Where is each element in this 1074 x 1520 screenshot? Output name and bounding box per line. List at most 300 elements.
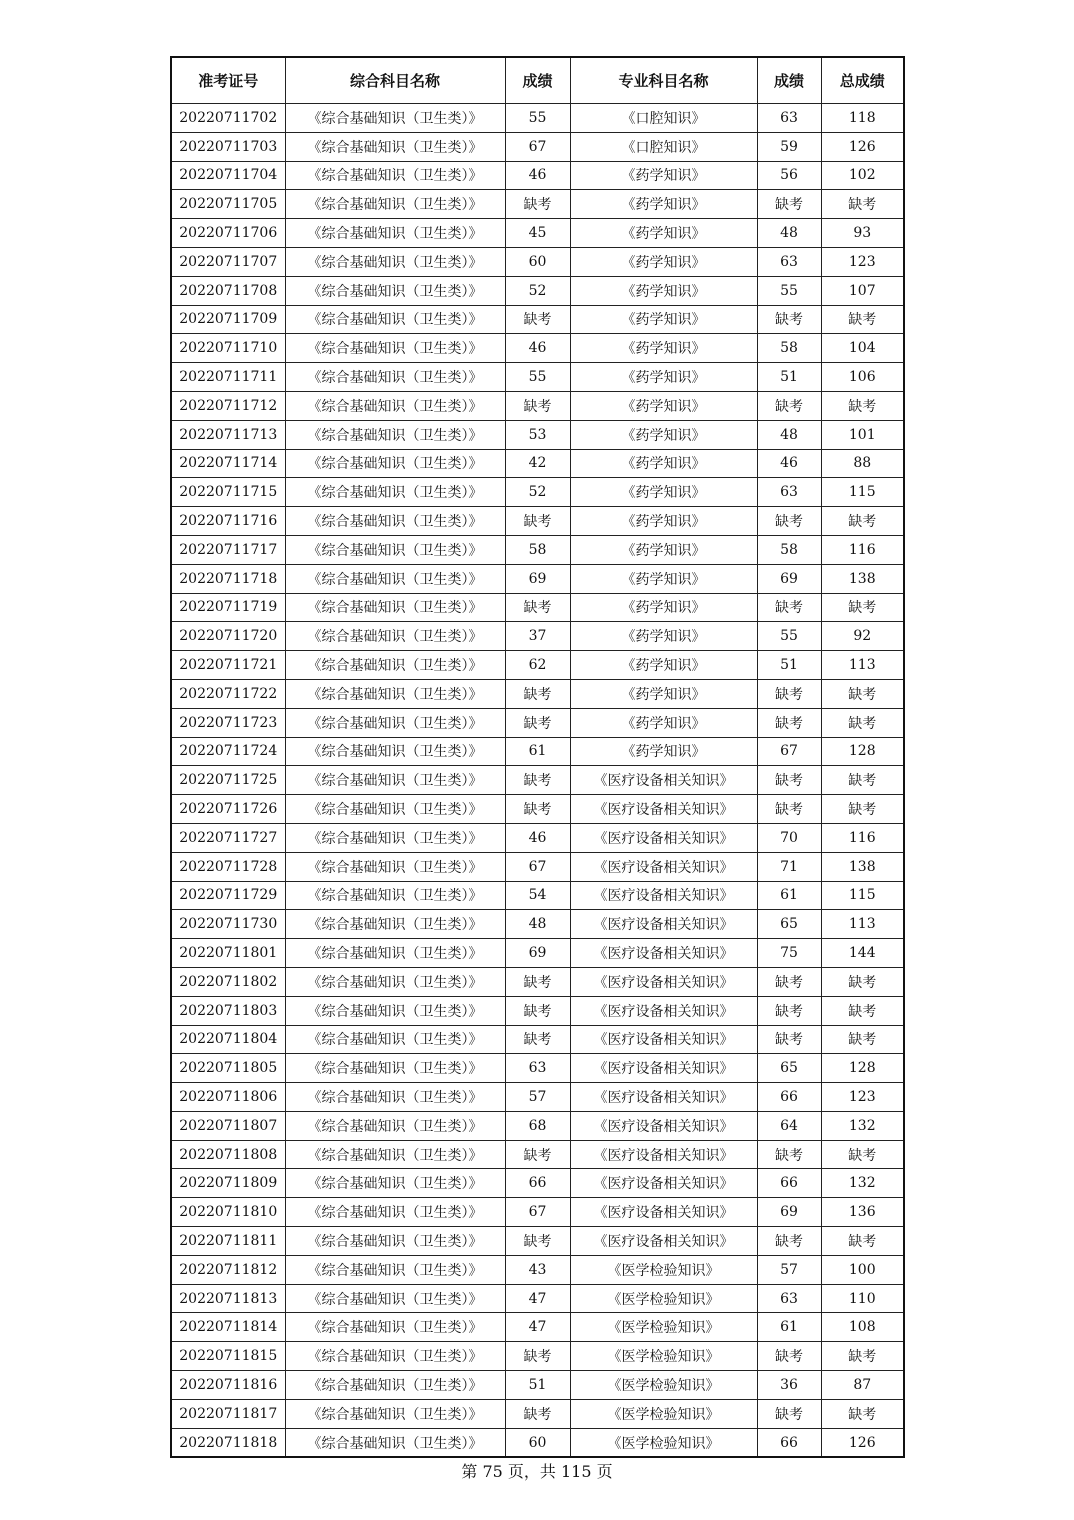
major-subject-cell: 《医疗设备相关知识》 (570, 1140, 757, 1169)
score-table (170, 56, 905, 1458)
major-subject-cell: 《药学知识》 (570, 535, 757, 564)
major-score-cell: 缺考 (757, 593, 821, 622)
general-subject-cell: 《综合基础知识（卫生类）》 (285, 679, 505, 708)
table-row (171, 593, 904, 622)
general-subject-cell: 《综合基础知识（卫生类）》 (285, 219, 505, 248)
general-subject-cell: 《综合基础知识（卫生类）》 (285, 535, 505, 564)
total-score-cell: 87 (821, 1371, 904, 1400)
general-score-cell: 54 (505, 881, 570, 910)
exam-id-cell: 20220711806 (171, 1083, 285, 1112)
general-score-cell: 57 (505, 1083, 570, 1112)
major-score-cell: 56 (757, 161, 821, 190)
major-score-cell: 63 (757, 478, 821, 507)
major-subject-cell: 《药学知识》 (570, 363, 757, 392)
total-score-cell: 92 (821, 622, 904, 651)
exam-id-cell: 20220711704 (171, 161, 285, 190)
major-score-cell: 缺考 (757, 795, 821, 824)
exam-id-cell: 20220711728 (171, 852, 285, 881)
general-subject-cell: 《综合基础知识（卫生类）》 (285, 247, 505, 276)
major-subject-cell: 《药学知识》 (570, 161, 757, 190)
total-score-cell: 缺考 (821, 1025, 904, 1054)
general-score-cell: 缺考 (505, 795, 570, 824)
exam-id-cell: 20220711812 (171, 1255, 285, 1284)
major-subject-cell: 《医学检验知识》 (570, 1284, 757, 1313)
general-score-cell: 缺考 (505, 1227, 570, 1256)
major-score-cell: 70 (757, 823, 821, 852)
table-row (171, 1227, 904, 1256)
major-subject-cell: 《药学知识》 (570, 449, 757, 478)
total-score-cell: 108 (821, 1313, 904, 1342)
total-score-cell: 缺考 (821, 766, 904, 795)
total-score-cell: 缺考 (821, 1342, 904, 1371)
general-score-cell: 51 (505, 1371, 570, 1400)
header-exam-id: 准考证号 (171, 57, 285, 104)
general-score-cell: 缺考 (505, 679, 570, 708)
total-score-cell: 缺考 (821, 507, 904, 536)
general-score-cell: 52 (505, 478, 570, 507)
exam-id-cell: 20220711814 (171, 1313, 285, 1342)
major-subject-cell: 《药学知识》 (570, 334, 757, 363)
exam-id-cell: 20220711718 (171, 564, 285, 593)
major-subject-cell: 《医疗设备相关知识》 (570, 1198, 757, 1227)
total-score-cell: 107 (821, 276, 904, 305)
major-score-cell: 75 (757, 939, 821, 968)
general-subject-cell: 《综合基础知识（卫生类）》 (285, 823, 505, 852)
exam-id-cell: 20220711801 (171, 939, 285, 968)
general-score-cell: 43 (505, 1255, 570, 1284)
general-score-cell: 53 (505, 420, 570, 449)
exam-id-cell: 20220711809 (171, 1169, 285, 1198)
total-score-cell: 106 (821, 363, 904, 392)
exam-id-cell: 20220711808 (171, 1140, 285, 1169)
total-score-cell: 104 (821, 334, 904, 363)
general-subject-cell: 《综合基础知识（卫生类）》 (285, 593, 505, 622)
exam-id-cell: 20220711722 (171, 679, 285, 708)
general-score-cell: 缺考 (505, 507, 570, 536)
general-score-cell: 42 (505, 449, 570, 478)
general-score-cell: 66 (505, 1169, 570, 1198)
general-subject-cell: 《综合基础知识（卫生类）》 (285, 766, 505, 795)
general-score-cell: 缺考 (505, 1140, 570, 1169)
total-score-cell: 缺考 (821, 1140, 904, 1169)
major-score-cell: 48 (757, 420, 821, 449)
major-score-cell: 61 (757, 1313, 821, 1342)
header-major-subject: 专业科目名称 (570, 57, 757, 104)
general-subject-cell: 《综合基础知识（卫生类）》 (285, 1169, 505, 1198)
general-score-cell: 缺考 (505, 305, 570, 334)
major-subject-cell: 《医疗设备相关知识》 (570, 1054, 757, 1083)
general-subject-cell: 《综合基础知识（卫生类）》 (285, 391, 505, 420)
major-score-cell: 缺考 (757, 1342, 821, 1371)
major-subject-cell: 《医学检验知识》 (570, 1399, 757, 1428)
total-score-cell: 缺考 (821, 305, 904, 334)
table-row (171, 766, 904, 795)
table-row (171, 1140, 904, 1169)
exam-id-cell: 20220711708 (171, 276, 285, 305)
total-score-cell: 128 (821, 1054, 904, 1083)
major-score-cell: 36 (757, 1371, 821, 1400)
table-row (171, 190, 904, 219)
major-score-cell: 69 (757, 1198, 821, 1227)
total-score-cell: 126 (821, 132, 904, 161)
table-row (171, 651, 904, 680)
major-subject-cell: 《口腔知识》 (570, 104, 757, 133)
total-score-cell: 115 (821, 478, 904, 507)
table-row (171, 795, 904, 824)
table-row (171, 276, 904, 305)
general-subject-cell: 《综合基础知识（卫生类）》 (285, 507, 505, 536)
general-score-cell: 61 (505, 737, 570, 766)
general-score-cell: 60 (505, 1428, 570, 1457)
total-score-cell: 缺考 (821, 391, 904, 420)
table-row (171, 708, 904, 737)
major-score-cell: 71 (757, 852, 821, 881)
major-score-cell: 66 (757, 1169, 821, 1198)
total-score-cell: 102 (821, 161, 904, 190)
major-subject-cell: 《医学检验知识》 (570, 1428, 757, 1457)
general-subject-cell: 《综合基础知识（卫生类）》 (285, 420, 505, 449)
major-score-cell: 55 (757, 276, 821, 305)
exam-id-cell: 20220711721 (171, 651, 285, 680)
table-row (171, 910, 904, 939)
general-score-cell: 缺考 (505, 967, 570, 996)
table-row (171, 161, 904, 190)
major-score-cell: 63 (757, 1284, 821, 1313)
exam-id-cell: 20220711805 (171, 1054, 285, 1083)
table-row (171, 132, 904, 161)
table-row (171, 391, 904, 420)
general-subject-cell: 《综合基础知识（卫生类）》 (285, 1054, 505, 1083)
general-subject-cell: 《综合基础知识（卫生类）》 (285, 305, 505, 334)
general-subject-cell: 《综合基础知识（卫生类）》 (285, 996, 505, 1025)
major-subject-cell: 《医疗设备相关知识》 (570, 766, 757, 795)
major-score-cell: 64 (757, 1111, 821, 1140)
major-score-cell: 58 (757, 535, 821, 564)
total-score-cell: 132 (821, 1169, 904, 1198)
major-subject-cell: 《药学知识》 (570, 622, 757, 651)
general-subject-cell: 《综合基础知识（卫生类）》 (285, 1342, 505, 1371)
general-score-cell: 47 (505, 1284, 570, 1313)
major-score-cell: 缺考 (757, 1399, 821, 1428)
general-subject-cell: 《综合基础知识（卫生类）》 (285, 910, 505, 939)
general-score-cell: 缺考 (505, 1025, 570, 1054)
total-score-cell: 118 (821, 104, 904, 133)
major-subject-cell: 《药学知识》 (570, 507, 757, 536)
table-header (171, 57, 904, 104)
total-score-cell: 缺考 (821, 593, 904, 622)
total-score-cell: 144 (821, 939, 904, 968)
total-score-cell: 88 (821, 449, 904, 478)
major-subject-cell: 《医疗设备相关知识》 (570, 1111, 757, 1140)
total-score-cell: 138 (821, 852, 904, 881)
general-subject-cell: 《综合基础知识（卫生类）》 (285, 1428, 505, 1457)
major-subject-cell: 《医疗设备相关知识》 (570, 996, 757, 1025)
general-score-cell: 58 (505, 535, 570, 564)
major-subject-cell: 《药学知识》 (570, 276, 757, 305)
general-subject-cell: 《综合基础知识（卫生类）》 (285, 1313, 505, 1342)
table-row (171, 823, 904, 852)
total-score-cell: 缺考 (821, 967, 904, 996)
major-subject-cell: 《药学知识》 (570, 564, 757, 593)
major-score-cell: 51 (757, 651, 821, 680)
total-score-cell: 123 (821, 1083, 904, 1112)
exam-id-cell: 20220711815 (171, 1342, 285, 1371)
exam-id-cell: 20220711711 (171, 363, 285, 392)
total-score-cell: 缺考 (821, 1227, 904, 1256)
exam-id-cell: 20220711717 (171, 535, 285, 564)
general-score-cell: 68 (505, 1111, 570, 1140)
table-row (171, 996, 904, 1025)
general-subject-cell: 《综合基础知识（卫生类）》 (285, 132, 505, 161)
general-subject-cell: 《综合基础知识（卫生类）》 (285, 1083, 505, 1112)
table-row (171, 104, 904, 133)
major-score-cell: 55 (757, 622, 821, 651)
major-score-cell: 69 (757, 564, 821, 593)
general-subject-cell: 《综合基础知识（卫生类）》 (285, 1198, 505, 1227)
major-subject-cell: 《医疗设备相关知识》 (570, 1227, 757, 1256)
general-subject-cell: 《综合基础知识（卫生类）》 (285, 852, 505, 881)
general-subject-cell: 《综合基础知识（卫生类）》 (285, 881, 505, 910)
major-subject-cell: 《医疗设备相关知识》 (570, 1083, 757, 1112)
exam-id-cell: 20220711720 (171, 622, 285, 651)
total-score-cell: 100 (821, 1255, 904, 1284)
major-score-cell: 缺考 (757, 507, 821, 536)
general-score-cell: 55 (505, 104, 570, 133)
exam-id-cell: 20220711807 (171, 1111, 285, 1140)
general-subject-cell: 《综合基础知识（卫生类）》 (285, 651, 505, 680)
general-subject-cell: 《综合基础知识（卫生类）》 (285, 939, 505, 968)
general-score-cell: 37 (505, 622, 570, 651)
major-score-cell: 缺考 (757, 391, 821, 420)
exam-id-cell: 20220711723 (171, 708, 285, 737)
general-score-cell: 60 (505, 247, 570, 276)
general-score-cell: 67 (505, 852, 570, 881)
exam-id-cell: 20220711804 (171, 1025, 285, 1054)
major-subject-cell: 《药学知识》 (570, 190, 757, 219)
table-row (171, 939, 904, 968)
general-score-cell: 47 (505, 1313, 570, 1342)
exam-id-cell: 20220711702 (171, 104, 285, 133)
major-score-cell: 59 (757, 132, 821, 161)
exam-id-cell: 20220711709 (171, 305, 285, 334)
general-subject-cell: 《综合基础知识（卫生类）》 (285, 334, 505, 363)
total-score-cell: 113 (821, 910, 904, 939)
exam-id-cell: 20220711713 (171, 420, 285, 449)
general-subject-cell: 《综合基础知识（卫生类）》 (285, 967, 505, 996)
general-subject-cell: 《综合基础知识（卫生类）》 (285, 1255, 505, 1284)
exam-id-cell: 20220711810 (171, 1198, 285, 1227)
exam-id-cell: 20220711716 (171, 507, 285, 536)
major-subject-cell: 《口腔知识》 (570, 132, 757, 161)
total-score-cell: 缺考 (821, 708, 904, 737)
major-subject-cell: 《药学知识》 (570, 247, 757, 276)
general-score-cell: 55 (505, 363, 570, 392)
general-score-cell: 46 (505, 161, 570, 190)
total-score-cell: 93 (821, 219, 904, 248)
major-score-cell: 缺考 (757, 967, 821, 996)
major-score-cell: 46 (757, 449, 821, 478)
page-number: 第 75 页，共 115 页 (461, 1462, 613, 1481)
total-score-cell: 缺考 (821, 795, 904, 824)
major-score-cell: 63 (757, 247, 821, 276)
general-subject-cell: 《综合基础知识（卫生类）》 (285, 1399, 505, 1428)
general-score-cell: 48 (505, 910, 570, 939)
table-row (171, 852, 904, 881)
major-subject-cell: 《药学知识》 (570, 305, 757, 334)
total-score-cell: 116 (821, 823, 904, 852)
major-subject-cell: 《药学知识》 (570, 737, 757, 766)
total-score-cell: 115 (821, 881, 904, 910)
exam-id-cell: 20220711803 (171, 996, 285, 1025)
general-score-cell: 缺考 (505, 1342, 570, 1371)
table-row (171, 449, 904, 478)
total-score-cell: 缺考 (821, 1399, 904, 1428)
major-score-cell: 缺考 (757, 1227, 821, 1256)
major-score-cell: 缺考 (757, 1025, 821, 1054)
general-score-cell: 46 (505, 334, 570, 363)
major-score-cell: 58 (757, 334, 821, 363)
major-subject-cell: 《药学知识》 (570, 651, 757, 680)
table-row (171, 881, 904, 910)
total-score-cell: 101 (821, 420, 904, 449)
major-score-cell: 缺考 (757, 305, 821, 334)
major-subject-cell: 《药学知识》 (570, 478, 757, 507)
header-major-score: 成绩 (757, 57, 821, 104)
general-score-cell: 缺考 (505, 593, 570, 622)
major-score-cell: 57 (757, 1255, 821, 1284)
major-subject-cell: 《医疗设备相关知识》 (570, 1169, 757, 1198)
exam-id-cell: 20220711710 (171, 334, 285, 363)
general-subject-cell: 《综合基础知识（卫生类）》 (285, 737, 505, 766)
general-subject-cell: 《综合基础知识（卫生类）》 (285, 564, 505, 593)
major-score-cell: 48 (757, 219, 821, 248)
major-score-cell: 缺考 (757, 766, 821, 795)
total-score-cell: 132 (821, 1111, 904, 1140)
table-row (171, 564, 904, 593)
major-subject-cell: 《药学知识》 (570, 219, 757, 248)
exam-id-cell: 20220711729 (171, 881, 285, 910)
general-score-cell: 69 (505, 939, 570, 968)
table-row (171, 1371, 904, 1400)
exam-id-cell: 20220711727 (171, 823, 285, 852)
major-subject-cell: 《医学检验知识》 (570, 1371, 757, 1400)
total-score-cell: 缺考 (821, 996, 904, 1025)
table-row (171, 622, 904, 651)
total-score-cell: 138 (821, 564, 904, 593)
major-subject-cell: 《医疗设备相关知识》 (570, 910, 757, 939)
table-row (171, 247, 904, 276)
table-row (171, 535, 904, 564)
total-score-cell: 128 (821, 737, 904, 766)
exam-id-cell: 20220711715 (171, 478, 285, 507)
major-subject-cell: 《医学检验知识》 (570, 1342, 757, 1371)
table-row (171, 478, 904, 507)
table-row (171, 1284, 904, 1313)
major-score-cell: 65 (757, 1054, 821, 1083)
exam-id-cell: 20220711726 (171, 795, 285, 824)
table-row (171, 420, 904, 449)
table-row (171, 219, 904, 248)
table-row (171, 507, 904, 536)
table-row (171, 1255, 904, 1284)
exam-id-cell: 20220711712 (171, 391, 285, 420)
header-row (171, 57, 904, 104)
table-row (171, 363, 904, 392)
general-subject-cell: 《综合基础知识（卫生类）》 (285, 1284, 505, 1313)
exam-id-cell: 20220711816 (171, 1371, 285, 1400)
exam-id-cell: 20220711725 (171, 766, 285, 795)
major-score-cell: 63 (757, 104, 821, 133)
major-subject-cell: 《医疗设备相关知识》 (570, 1025, 757, 1054)
major-score-cell: 66 (757, 1428, 821, 1457)
exam-id-cell: 20220711818 (171, 1428, 285, 1457)
exam-id-cell: 20220711730 (171, 910, 285, 939)
exam-id-cell: 20220711719 (171, 593, 285, 622)
exam-id-cell: 20220711707 (171, 247, 285, 276)
general-score-cell: 缺考 (505, 1399, 570, 1428)
general-score-cell: 69 (505, 564, 570, 593)
total-score-cell: 126 (821, 1428, 904, 1457)
general-score-cell: 63 (505, 1054, 570, 1083)
major-subject-cell: 《药学知识》 (570, 679, 757, 708)
general-score-cell: 缺考 (505, 708, 570, 737)
table-row (171, 737, 904, 766)
exam-id-cell: 20220711802 (171, 967, 285, 996)
table-row (171, 1169, 904, 1198)
general-score-cell: 缺考 (505, 391, 570, 420)
exam-id-cell: 20220711817 (171, 1399, 285, 1428)
table-row (171, 679, 904, 708)
major-subject-cell: 《医学检验知识》 (570, 1313, 757, 1342)
total-score-cell: 缺考 (821, 679, 904, 708)
table-row (171, 1025, 904, 1054)
general-score-cell: 缺考 (505, 190, 570, 219)
major-score-cell: 51 (757, 363, 821, 392)
table-row (171, 1083, 904, 1112)
exam-id-cell: 20220711724 (171, 737, 285, 766)
major-subject-cell: 《医疗设备相关知识》 (570, 823, 757, 852)
table-row (171, 1054, 904, 1083)
header-general-score: 成绩 (505, 57, 570, 104)
major-score-cell: 67 (757, 737, 821, 766)
major-score-cell: 缺考 (757, 1140, 821, 1169)
general-score-cell: 62 (505, 651, 570, 680)
table-row (171, 305, 904, 334)
exam-id-cell: 20220711703 (171, 132, 285, 161)
major-subject-cell: 《药学知识》 (570, 391, 757, 420)
major-score-cell: 66 (757, 1083, 821, 1112)
major-score-cell: 缺考 (757, 190, 821, 219)
major-score-cell: 缺考 (757, 708, 821, 737)
table-row (171, 967, 904, 996)
general-subject-cell: 《综合基础知识（卫生类）》 (285, 363, 505, 392)
general-subject-cell: 《综合基础知识（卫生类）》 (285, 104, 505, 133)
table-row (171, 1428, 904, 1457)
general-score-cell: 52 (505, 276, 570, 305)
general-subject-cell: 《综合基础知识（卫生类）》 (285, 190, 505, 219)
general-subject-cell: 《综合基础知识（卫生类）》 (285, 1111, 505, 1140)
major-score-cell: 61 (757, 881, 821, 910)
total-score-cell: 116 (821, 535, 904, 564)
major-score-cell: 缺考 (757, 679, 821, 708)
general-subject-cell: 《综合基础知识（卫生类）》 (285, 1025, 505, 1054)
major-subject-cell: 《医疗设备相关知识》 (570, 795, 757, 824)
major-subject-cell: 《医疗设备相关知识》 (570, 852, 757, 881)
table-row (171, 1198, 904, 1227)
general-score-cell: 67 (505, 132, 570, 161)
general-subject-cell: 《综合基础知识（卫生类）》 (285, 478, 505, 507)
exam-id-cell: 20220711811 (171, 1227, 285, 1256)
